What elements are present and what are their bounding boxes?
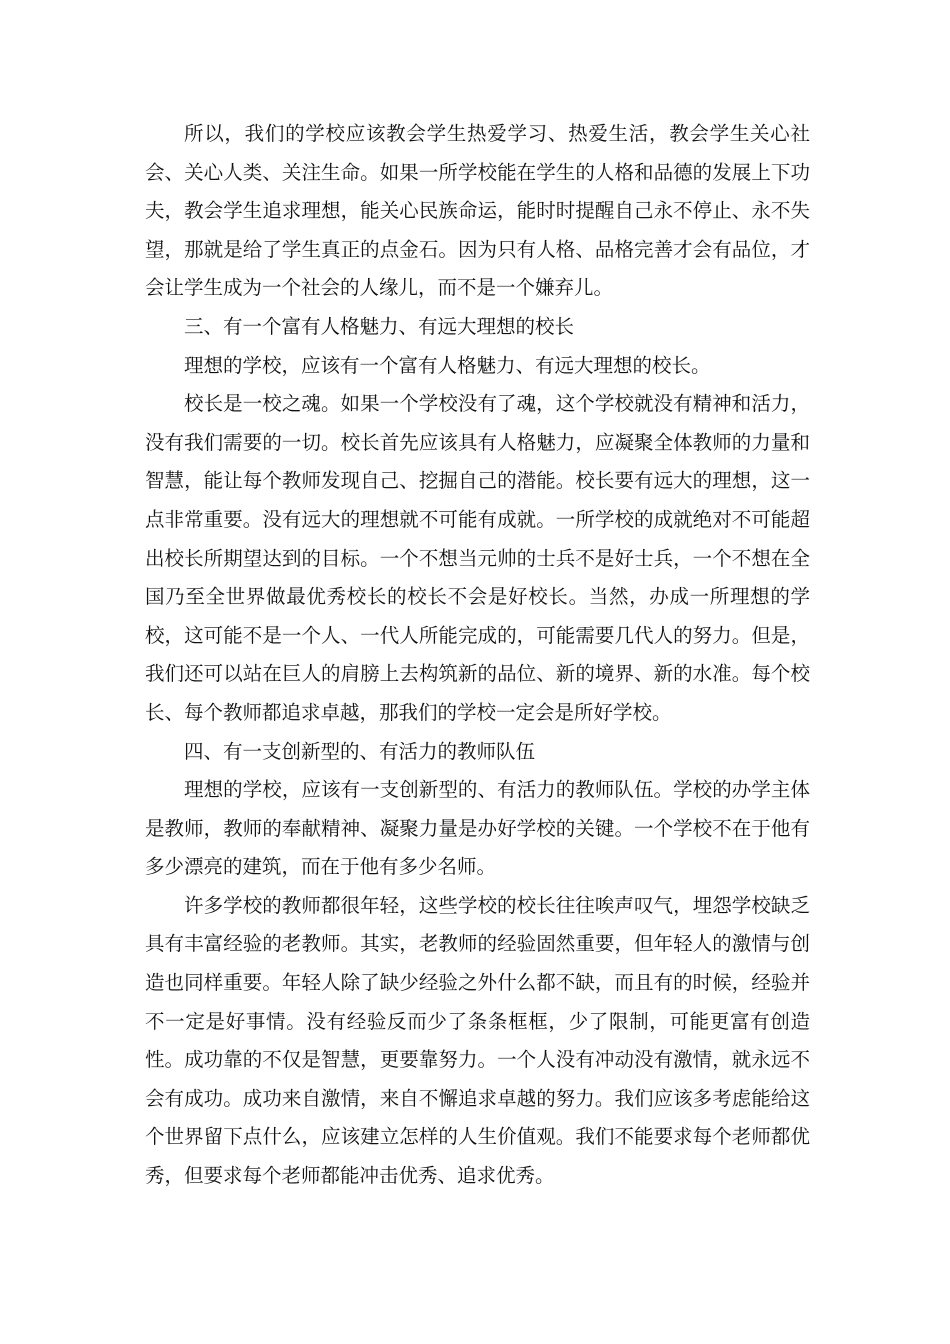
paragraph-character-education: 所以，我们的学校应该教会学生热爱学习、热爱生活，教会学生关心社会、关心人类、关注生命。如果一所学校能在学生的人格和品德的发展上下功夫，教会学生追求理想，能关心民族命运，能时时提醒自己永不停止、永不失望，那就是给了学生真正的点金石。因为只有人格、品格完善才会有品位，才会让学生成为一个社会的人缘儿，而不是一个嫌弃儿。 (145, 122, 810, 300)
section-heading-principal: 三、有一个富有人格魅力、有远大理想的校长 (184, 314, 575, 338)
paragraph-principal-intro: 理想的学校，应该有一个富有人格魅力、有远大理想的校长。 (184, 353, 711, 377)
document-body (145, 115, 810, 1196)
paragraph-teachers-intro: 理想的学校，应该有一支创新型的、有活力的教师队伍。学校的办学主体是教师，教师的奉献精神、凝聚力量是办好学校的关键。一个学校不在于他有多少漂亮的建筑，而在于他有多少名师。 (145, 778, 810, 879)
paragraph-principal-soul: 校长是一校之魂。如果一个学校没有了魂，这个学校就没有精神和活力，没有我们需要的一切。校长首先应该具有人格魅力，应凝聚全体教师的力量和智慧，能让每个教师发现自己、挖掘自己的潜能。校长要有远大的理想，这一点非常重要。没有远大的理想就不可能有成就。一所学校的成就绝对不可能超出校长所期望达到的目标。一个不想当元帅的士兵不是好士兵，一个不想在全国乃至全世界做最优秀校长的校长不会是好校长。当然，办成一所理想的学校，这可能不是一个人、一代人所能完成的，可能需要几代人的努力。但是，我们还可以站在巨人的肩膀上去构筑新的品位、新的境界、新的水准。每个校长、每个教师都追求卓越，那我们的学校一定会是所好学校。 (145, 392, 810, 724)
section-heading-teachers: 四、有一支创新型的、有活力的教师队伍 (184, 739, 536, 763)
paragraph-young-teachers: 许多学校的教师都很年轻，这些学校的校长往往唉声叹气，埋怨学校缺乏具有丰富经验的老教师。其实，老教师的经验固然重要，但年轻人的激情与创造也同样重要。年轻人除了缺少经验之外什么都不缺，而且有的时候，经验并不一定是好事情。没有经验反而少了条条框框，少了限制，可能更富有创造性。成功靠的不仅是智慧，更要靠努力。一个人没有冲动没有激情，就永远不会有成功。成功来自激情，来自不懈追求卓越的努力。我们应该多考虑能给这个世界留下点什么，应该建立怎样的人生价值观。我们不能要求每个老师都优秀，但要求每个老师都能冲击优秀、追求优秀。 (145, 893, 810, 1188)
